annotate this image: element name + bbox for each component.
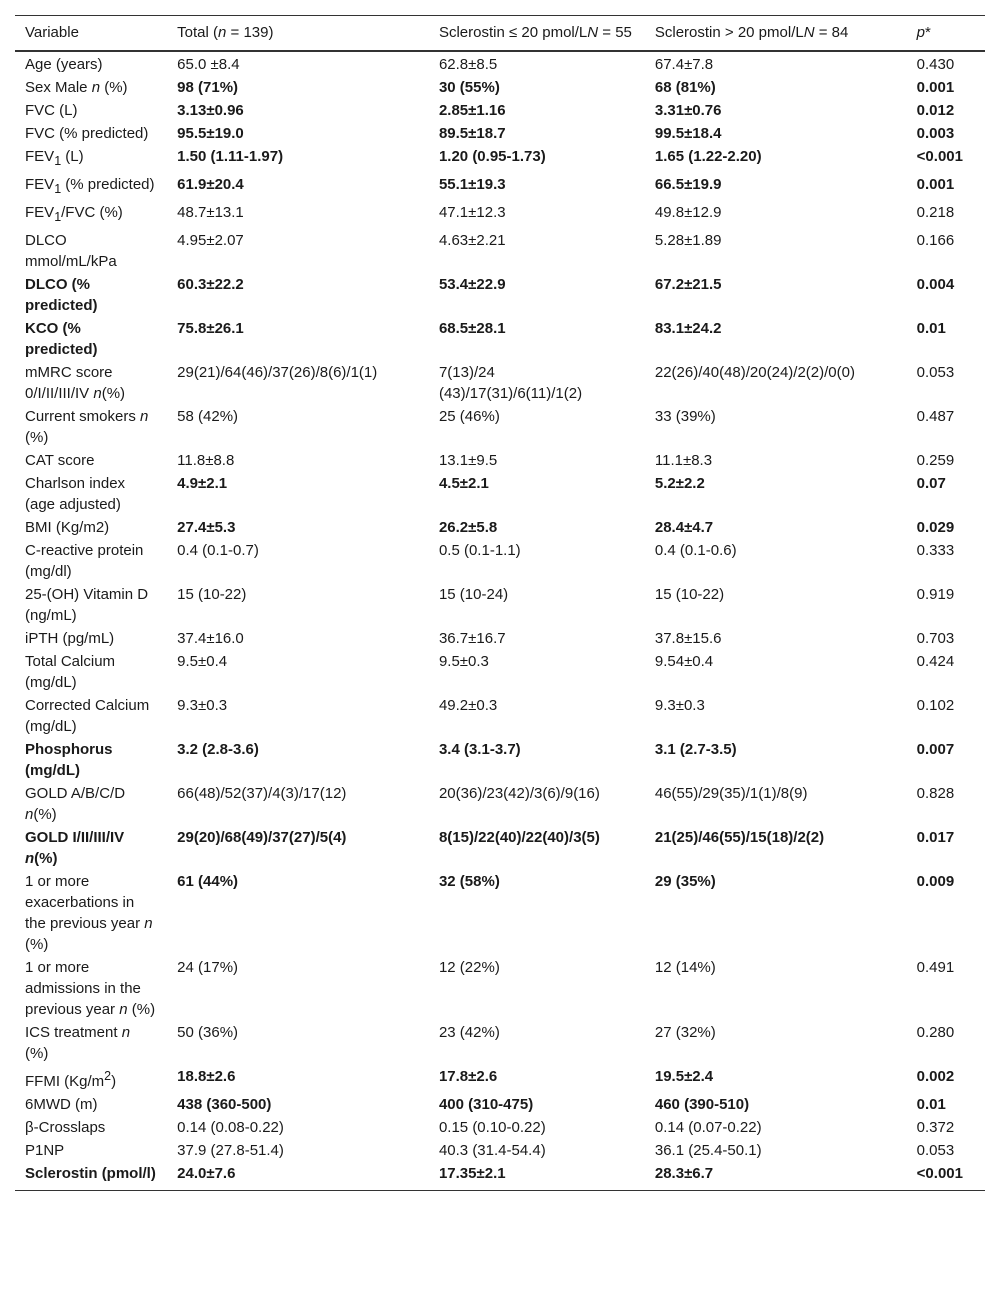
cell-low: 1.20 (0.95-1.73) — [438, 148, 546, 165]
cell-high: 68 (81%) — [654, 79, 716, 96]
cell-p: <0.001 — [916, 1165, 963, 1182]
cell-p: 0.003 — [916, 125, 955, 142]
row-label: FVC (L) — [25, 102, 78, 119]
cell-low: 0.15 (0.10-0.22) — [438, 1119, 546, 1136]
row-label: DLCO mmol/mL/kPa — [25, 232, 117, 270]
cell-high: 22(26)/40(48)/20(24)/2(2)/0(0) — [654, 364, 855, 381]
cell-high: 3.1 (2.7-3.5) — [654, 741, 737, 758]
row-label: 25-(OH) Vitamin D (ng/mL) — [25, 586, 149, 624]
cell-high: 83.1±24.2 — [654, 320, 722, 337]
cell-low: 4.5±2.1 — [438, 475, 489, 492]
table-header — [15, 16, 985, 52]
cell-total: 4.95±2.07 — [177, 232, 244, 249]
cell-high: 3.31±0.76 — [654, 102, 722, 119]
cell-p: 0.007 — [916, 741, 955, 758]
table-row — [15, 1162, 985, 1191]
cell-p: 0.487 — [916, 408, 955, 425]
row-label: ICS treatment n (%) — [25, 1024, 131, 1062]
cell-p: 0.01 — [916, 1096, 946, 1113]
cell-low: 8(15)/22(40)/22(40)/3(5) — [438, 829, 600, 846]
cell-total: 3.2 (2.8-3.6) — [177, 741, 259, 758]
cell-total: 3.13±0.96 — [177, 102, 244, 119]
cell-high: 5.2±2.2 — [654, 475, 705, 492]
cell-p: 0.424 — [916, 653, 955, 670]
cell-low: 40.3 (31.4-54.4) — [438, 1142, 546, 1159]
cell-low: 400 (310-475) — [438, 1096, 534, 1113]
cell-p: 0.166 — [916, 232, 955, 249]
cell-low: 32 (58%) — [438, 873, 500, 890]
cell-p: 0.009 — [916, 873, 955, 890]
row-label: BMI (Kg/m2) — [25, 519, 110, 536]
cell-high: 12 (14%) — [654, 959, 716, 976]
cell-p: 0.001 — [916, 176, 955, 193]
cell-total: 4.9±2.1 — [177, 475, 228, 492]
row-label: KCO (% predicted) — [25, 320, 98, 358]
cell-low: 20(36)/23(42)/3(6)/9(16) — [438, 785, 600, 802]
table-row — [15, 173, 985, 201]
cell-low: 15 (10-24) — [438, 586, 509, 603]
row-label: GOLD I/II/III/IV n(%) — [25, 829, 125, 867]
row-label: FVC (% predicted) — [25, 125, 149, 142]
cell-low: 36.7±16.7 — [438, 630, 506, 647]
table-row — [15, 122, 985, 145]
cell-p: 0.002 — [916, 1068, 955, 1085]
cell-total: 65.0 ±8.4 — [177, 56, 240, 73]
cell-low: 25 (46%) — [438, 408, 500, 425]
cell-total: 50 (36%) — [177, 1024, 239, 1041]
cell-low: 17.35±2.1 — [438, 1165, 506, 1182]
cell-high: 67.2±21.5 — [654, 276, 722, 293]
row-label: 1 or more admissions in the previous year n (%) — [25, 959, 156, 1018]
cell-p: 0.703 — [916, 630, 955, 647]
row-label: Total Calcium (mg/dL) — [25, 653, 116, 691]
cell-low: 12 (22%) — [438, 959, 500, 976]
cell-total: 37.9 (27.8-51.4) — [177, 1142, 284, 1159]
cell-p: 0.053 — [916, 1142, 955, 1159]
table-row — [15, 1139, 985, 1162]
cell-total: 9.3±0.3 — [177, 697, 228, 714]
table-row — [15, 51, 985, 76]
cell-high: 5.28±1.89 — [654, 232, 722, 249]
row-label: $FEV_1$/FVC (%) — [25, 204, 123, 224]
cell-total: 0.4 (0.1-0.7) — [177, 542, 259, 559]
table-row — [15, 826, 985, 870]
table-row — [15, 1065, 985, 1093]
row-label: Sclerostin (pmol/l) — [25, 1165, 156, 1182]
cell-high: 21(25)/46(55)/15(18)/2(2) — [654, 829, 825, 846]
table-row — [15, 782, 985, 826]
row-label: Sex Male n (%) — [25, 79, 128, 96]
cell-total: 27.4±5.3 — [177, 519, 236, 536]
table-row — [15, 273, 985, 317]
cell-high: 27 (32%) — [654, 1024, 716, 1041]
row-label: DLCO (% predicted) — [25, 276, 98, 314]
cell-high: 66.5±19.9 — [654, 176, 722, 193]
cell-p: 0.102 — [916, 697, 955, 714]
cell-low: 62.8±8.5 — [438, 56, 498, 73]
table-row — [15, 583, 985, 627]
cell-total: 11.8±8.8 — [177, 452, 235, 469]
cell-p: 0.029 — [916, 519, 955, 536]
cell-p: 0.01 — [916, 320, 946, 337]
cell-low: 68.5±28.1 — [438, 320, 506, 337]
table-row — [15, 229, 985, 273]
row-label: CAT score — [25, 452, 95, 469]
cell-total: 60.3±22.2 — [177, 276, 244, 293]
header-variable: Variable — [25, 24, 79, 41]
cell-high: 11.1±8.3 — [654, 452, 713, 469]
row-label: 1 or more exacerbations in the previous year n (%) — [25, 873, 153, 953]
table-row — [15, 516, 985, 539]
cell-p: 0.218 — [916, 204, 955, 221]
table-row — [15, 539, 985, 583]
cell-total: 438 (360-500) — [177, 1096, 272, 1113]
cell-high: 49.8±12.9 — [654, 204, 722, 221]
header-p-value: p* — [916, 24, 931, 41]
cell-p: 0.07 — [916, 475, 946, 492]
cell-total: 98 (71%) — [177, 79, 239, 96]
cell-high: 460 (390-510) — [654, 1096, 750, 1113]
table-row — [15, 201, 985, 229]
row-label: iPTH (pg/mL) — [25, 630, 115, 647]
cell-high: 28.3±6.7 — [654, 1165, 714, 1182]
cell-total: 48.7±13.1 — [177, 204, 244, 221]
row-label: C-reactive protein (mg/dl) — [25, 542, 144, 580]
table-body — [15, 51, 985, 1191]
cell-low: 55.1±19.3 — [438, 176, 506, 193]
cell-p: 0.259 — [916, 452, 955, 469]
cell-high: 15 (10-22) — [654, 586, 725, 603]
cell-low: 53.4±22.9 — [438, 276, 506, 293]
cell-p: 0.430 — [916, 56, 955, 73]
cell-total: 18.8±2.6 — [177, 1068, 236, 1085]
table-row — [15, 361, 985, 405]
table-row — [15, 317, 985, 361]
table-row — [15, 449, 985, 472]
table-row — [15, 76, 985, 99]
cell-p: 0.372 — [916, 1119, 955, 1136]
cell-low: 13.1±9.5 — [438, 452, 498, 469]
cell-p: 0.012 — [916, 102, 955, 119]
cell-p: 0.280 — [916, 1024, 955, 1041]
cell-high: 0.14 (0.07-0.22) — [654, 1119, 762, 1136]
cell-low: 26.2±5.8 — [438, 519, 498, 536]
table-row — [15, 1116, 985, 1139]
header-total: Total (n = 139) — [177, 24, 274, 41]
cell-low: 3.4 (3.1-3.7) — [438, 741, 521, 758]
row-label: Current smokers n (%) — [25, 408, 149, 446]
sclerostin-characteristics-table — [15, 15, 985, 1191]
cell-high: 37.8±15.6 — [654, 630, 722, 647]
cell-total: 61.9±20.4 — [177, 176, 244, 193]
cell-high: 0.4 (0.1-0.6) — [654, 542, 737, 559]
cell-total: 66(48)/52(37)/4(3)/17(12) — [177, 785, 347, 802]
table-row — [15, 738, 985, 782]
cell-low: 23 (42%) — [438, 1024, 500, 1041]
cell-p: 0.828 — [916, 785, 955, 802]
cell-low: 9.5±0.3 — [438, 653, 489, 670]
cell-p: <0.001 — [916, 148, 963, 165]
cell-p: 0.491 — [916, 959, 955, 976]
cell-high: 29 (35%) — [654, 873, 716, 890]
cell-low: 47.1±12.3 — [438, 204, 506, 221]
cell-total: 29(21)/64(46)/37(26)/8(6)/1(1) — [177, 364, 378, 381]
cell-high: 9.3±0.3 — [654, 697, 705, 714]
cell-p: 0.053 — [916, 364, 955, 381]
header-sclerostin-low: Sclerostin ≤ 20 pmol/LN = 55 — [438, 24, 632, 41]
cell-high: 67.4±7.8 — [654, 56, 714, 73]
cell-high: 33 (39%) — [654, 408, 716, 425]
row-label: FFMI $(Kg/m^2)$ — [25, 1069, 117, 1090]
cell-p: 0.919 — [916, 586, 955, 603]
row-label: Charlson index (age adjusted) — [25, 475, 126, 513]
cell-high: 28.4±4.7 — [654, 519, 714, 536]
row-label: $FEV_1$ (% predicted) — [25, 176, 155, 196]
row-label: $FEV_1$ (L) — [25, 148, 84, 168]
row-label: 6MWD (m) — [25, 1096, 98, 1113]
header-sclerostin-high: Sclerostin > 20 pmol/LN = 84 — [654, 24, 849, 41]
cell-total: 29(20)/68(49)/37(27)/5(4) — [177, 829, 347, 846]
row-label: Age (years) — [25, 56, 103, 73]
cell-total: 0.14 (0.08-0.22) — [177, 1119, 284, 1136]
row-label: GOLD A/B/C/D n(%) — [25, 785, 126, 823]
cell-low: 2.85±1.16 — [438, 102, 506, 119]
cell-total: 61 (44%) — [177, 873, 239, 890]
cell-total: 75.8±26.1 — [177, 320, 244, 337]
cell-total: 15 (10-22) — [177, 586, 247, 603]
cell-total: 9.5±0.4 — [177, 653, 228, 670]
cell-p: 0.333 — [916, 542, 955, 559]
cell-total: 24 (17%) — [177, 959, 239, 976]
cell-high: 99.5±18.4 — [654, 125, 722, 142]
row-label: Corrected Calcium (mg/dL) — [25, 697, 150, 735]
cell-low: 17.8±2.6 — [438, 1068, 498, 1085]
row-label: mMRC score 0/I/II/III/IV n(%) — [25, 364, 126, 402]
cell-total: 1.50 (1.11-1.97) — [177, 148, 284, 165]
cell-low: 7(13)/24 (43)/17(31)/6(11)/1(2) — [438, 364, 583, 402]
table-row — [15, 99, 985, 122]
table-row — [15, 145, 985, 173]
cell-low: 4.63±2.21 — [438, 232, 506, 249]
cell-low: 89.5±18.7 — [438, 125, 506, 142]
table-container — [15, 15, 985, 1191]
table-row — [15, 627, 985, 650]
row-label: P1NP — [25, 1142, 65, 1159]
cell-total: 37.4±16.0 — [177, 630, 244, 647]
cell-p: 0.004 — [916, 276, 955, 293]
table-row — [15, 1021, 985, 1065]
cell-high: 36.1 (25.4-50.1) — [654, 1142, 762, 1159]
cell-high: 19.5±2.4 — [654, 1068, 714, 1085]
table-row — [15, 472, 985, 516]
cell-high: 46(55)/29(35)/1(1)/8(9) — [654, 785, 808, 802]
row-label: Phosphorus (mg/dL) — [25, 741, 113, 779]
header-row — [15, 16, 985, 52]
table-row — [15, 405, 985, 449]
table-row — [15, 870, 985, 956]
table-row — [15, 694, 985, 738]
row-label: β-Crosslaps — [25, 1119, 106, 1136]
cell-high: 9.54±0.4 — [654, 653, 714, 670]
cell-high: 1.65 (1.22-2.20) — [654, 148, 762, 165]
cell-total: 24.0±7.6 — [177, 1165, 236, 1182]
cell-p: 0.001 — [916, 79, 955, 96]
table-row — [15, 1093, 985, 1116]
table-row — [15, 956, 985, 1021]
cell-low: 30 (55%) — [438, 79, 500, 96]
cell-total: 95.5±19.0 — [177, 125, 244, 142]
cell-low: 49.2±0.3 — [438, 697, 498, 714]
cell-total: 58 (42%) — [177, 408, 239, 425]
table-row — [15, 650, 985, 694]
cell-p: 0.017 — [916, 829, 955, 846]
cell-low: 0.5 (0.1-1.1) — [438, 542, 521, 559]
